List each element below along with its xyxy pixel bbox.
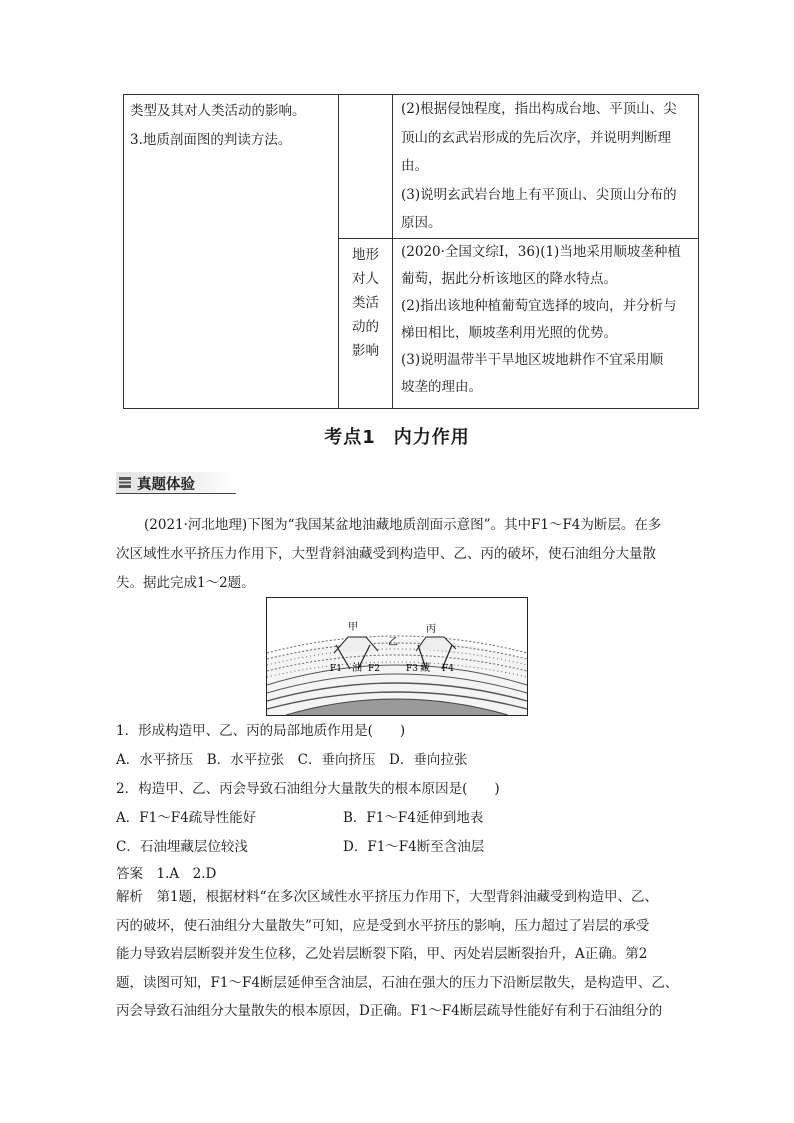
- table-cell-questions: [393, 95, 699, 239]
- table-text-line: (3)说明玄武岩台地上有平顶山、尖顶山分布的: [401, 186, 677, 203]
- heading-underline: [116, 493, 236, 494]
- table-text-line: 3.地质剖面图的判读方法。: [130, 131, 292, 148]
- table-text-line: (2020·全国文综Ⅰ，36)(1)当地采用顺坡垄种植: [401, 243, 681, 260]
- label-reservoir: 藏: [420, 663, 430, 674]
- paragraph-line: (2021·河北地理)下图为“我国某盆地油藏地质剖面示意图”。其中F1～F4为断层。在多: [144, 517, 662, 533]
- table-text-line: 梯田相比，顺坡垄利用光照的优势。: [401, 324, 617, 341]
- paragraph-line: 丙会导致石油组分大量散失的根本原因，D正确。F1～F4断层疏导性能好有利于石油组分的: [116, 1003, 663, 1019]
- subsection-heading: [116, 472, 236, 494]
- section-title: [0, 423, 794, 449]
- analysis-paragraph: [116, 883, 686, 1026]
- label-oil: 油: [352, 663, 362, 674]
- table-text-line: (2)根据侵蚀程度，指出构成台地、平顶山、尖: [401, 101, 677, 117]
- paragraph-line: 题，读图可知，F1～F4断层延伸至含油层，石油在强大的压力下沿断层散失，是构造甲、乙、: [116, 974, 679, 991]
- exam-analysis-table: [123, 94, 699, 409]
- topic-text: 地形: [352, 246, 379, 263]
- label-yi: 乙: [388, 637, 398, 648]
- label-f1: F1: [330, 664, 342, 674]
- label-f3: F3: [406, 664, 418, 674]
- question-2-stem: 2．构造甲、乙、丙会导致石油组分大量散失的根本原因是( ): [116, 781, 500, 797]
- label-f2: F2: [368, 664, 380, 674]
- question-2-option-c: C．石油埋藏层位较浅: [116, 839, 248, 855]
- geologic-cross-section-figure: [266, 597, 528, 716]
- table-cell-questions: [393, 238, 699, 408]
- question-2-option-d: D．F1～F4断至含油层: [343, 839, 485, 855]
- table-text-line: 顶山的玄武岩形成的先后次序，并说明判断理: [401, 129, 671, 146]
- question-1-stem: 1．形成构造甲、乙、丙的局部地质作用是( ): [116, 723, 406, 739]
- paragraph-line: 丙的破坏，使石油组分大量散失”可知，应是受到水平挤压的影响，压力超过了岩层的承受: [116, 917, 650, 934]
- table-text-line: 原因。: [401, 215, 442, 231]
- label-bing: 丙: [426, 624, 436, 635]
- table-text-line: 葡萄，据此分析该地区的降水特点。: [401, 270, 617, 287]
- table-cell-empty: [339, 95, 393, 239]
- table-cell-objectives: [124, 95, 339, 409]
- paragraph-line: 解析 第1题，根据材料“在多次区域性水平挤压力作用下，大型背斜油藏受到构造甲、乙、: [116, 889, 658, 905]
- table-text-line: 类型及其对人类活动的影响。: [130, 103, 306, 119]
- section-number: 考点1: [324, 427, 376, 448]
- list-icon: [119, 477, 131, 488]
- label-jia: 甲: [348, 622, 358, 633]
- question-1-options: A．水平挤压 B．水平拉张 C．垂向挤压 D．垂向拉张: [116, 752, 468, 768]
- label-f4: F4: [442, 664, 454, 674]
- topic-text: 类活: [352, 294, 379, 311]
- topic-text: 影响: [352, 342, 379, 359]
- table-text-line: (3)说明温带半干旱地区坡地耕作不宜采用顺: [401, 351, 664, 368]
- paragraph-line: 能力导致岩层断裂并发生位移，乙处岩层断裂下陷，甲、丙处岩层断裂抬升，A正确。第2: [116, 946, 648, 962]
- paragraph-line: 失。据此完成1～2题。: [116, 575, 255, 591]
- intro-paragraph-cont: [116, 540, 686, 598]
- intro-paragraph: [116, 511, 686, 540]
- topic-text: 动的: [352, 318, 379, 335]
- paragraph-line: 次区域性水平挤压力作用下，大型背斜油藏受到构造甲、乙、丙的破坏，使石油组分大量散: [116, 546, 656, 562]
- heading-label: 真题体验: [137, 477, 195, 493]
- topic-text: 对人: [352, 270, 379, 287]
- table-cell-topic: [339, 238, 393, 408]
- table-text-line: (2)指出该地种植葡萄宜选择的坡向，并分析与: [401, 297, 677, 314]
- table-text-line: 由。: [401, 158, 428, 174]
- table-text-line: 坡垄的理由。: [401, 378, 482, 395]
- answer-line: 答案 1.A 2.D: [116, 866, 217, 882]
- question-2-option-b: B．F1～F4延伸到地表: [343, 810, 484, 826]
- question-2-option-a: A．F1～F4疏导性能好: [116, 810, 257, 826]
- section-name: 内力作用: [393, 427, 470, 448]
